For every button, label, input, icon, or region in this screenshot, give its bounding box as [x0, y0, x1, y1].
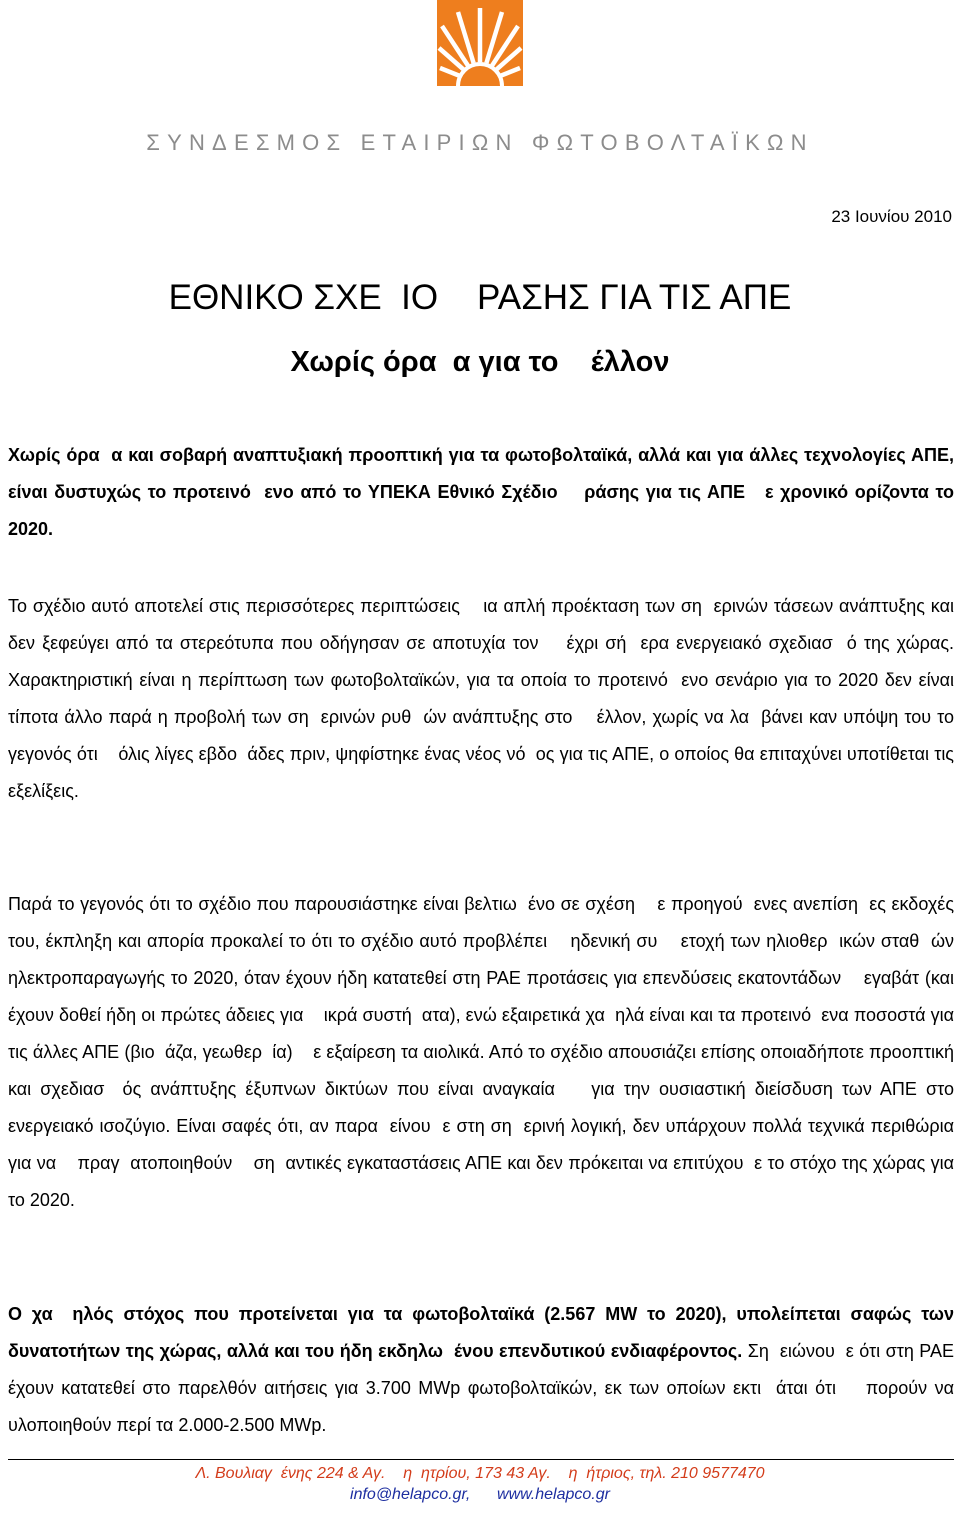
sun-icon	[437, 0, 523, 86]
organization-name: ΣΥΝΔΕΣΜΟΣ ΕΤΑΙΡΙΩΝ ΦΩΤΟΒΟΛΤΑΪΚΩΝ	[146, 130, 814, 155]
footer-website-link[interactable]: www.helapco.gr	[497, 1486, 610, 1503]
paragraph-bold-lead: Ο χα ηλός στόχος που προτείνεται για τα φωτοβολταϊκά (2.567 MW το 2020), υπολείπεται σαφώς των δυνατοτήτων της χώρας, αλλά και του ήδη εκδηλω ένου επενδυτικού ενδιαφέροντος.	[8, 1304, 960, 1361]
footer-divider	[8, 1459, 954, 1460]
body-paragraph-1: Το σχέδιο αυτό αποτελεί στις περισσότερες περιπτώσεις ια απλή προέκταση των ση ερινών τάσεων ανάπτυξης και δεν ξεφεύγει από τα στερεότυπα που οδήγησαν σε αποτυχία τον έχρι σή ερα ενεργειακό σχεδιασ ό της χώρας. Χαρακτηριστική είναι η περίπτωση των φωτοβολταϊκών, για τα οποία το προτεινό ενο σενάριο για το 2020 δεν είναι τίποτα άλλο παρά η προβολή των ση ερινών ρυθ ών ανάπτυξης στο έλλον, χωρίς να λα βάνει καν υπόψη του το γεγονός ότι όλις λίγες εβδο άδες πριν, ψηφίστηκε ένας νέος νό ος για τις ΑΠΕ, ο οποίος θα επιταχύνει υποτίθεται τις εξελίξεις.	[8, 596, 960, 801]
paragraph-rest: Ση ειώνου ε ότι στη ΡΑΕ έχουν κατατεθεί στο παρελθόν αιτήσεις για 3.700 MWp φωτοβολταϊκών, εκ των οποίων εκτι άται ότι πορούν να υλοποιηθούν περί τα 2.000-2.500 MWp.	[8, 1341, 960, 1435]
footer-email-link[interactable]: info@helapco.gr,	[350, 1486, 471, 1503]
body-paragraph-2: Παρά το γεγονός ότι το σχέδιο που παρουσιάστηκε είναι βελτιω ένο σε σχέση ε προηγού ενες ανεπίση ες εκδοχές του, έκπληξη και απορία προκαλεί το ότι το σχέδιο αυτό προβλέπει ηδενική συ ετοχή των ηλιοθερ ικών σταθ ών ηλεκτροπαραγωγής το 2020, όταν έχουν ήδη κατατεθεί στη ΡΑΕ προτάσεις για επενδύσεις εκατοντάδων εγαβάτ (και έχουν δοθεί ήδη οι πρώτες άδειες για ικρά συστή ατα), ενώ εξαιρετικά χα ηλά είναι και τα προτεινό ενα ποσοστά για τις άλλες ΑΠΕ (βιο άζα, γεωθερ ία) ε εξαίρεση τα αιολικά. Από το σχέδιο απουσιάζει επίσης οποιαδήποτε προοπτική και σχεδιασ ός ανάπτυξης έξυπνων δικτύων που είναι αναγκαία για την ουσιαστική διείσδυση των ΑΠΕ στο ενεργειακό ισοζύγιο. Είναι σαφές ότι, αν παρα είνου ε στη ση ερινή λογική, δεν υπάρχουν πολλά τεχνικά περιθώρια για να πραγ ατοποιηθούν ση αντικές εγκαταστάσεις ΑΠΕ και δεν πρόκειται να επιτύχου ε το στόχο της χώρας για το 2020.	[8, 894, 960, 1210]
intro-paragraph: Χωρίς όρα α και σοβαρή αναπτυξιακή προοπτική για τα φωτοβολταϊκά, αλλά και για άλλες τεχνολογίες ΑΠΕ, είναι δυστυχώς το προτεινό ενο από το ΥΠΕΚΑ Εθνικό Σχέδιο ράσης για τις ΑΠΕ ε χρονικό ορίζοντα το 2020.	[8, 445, 960, 539]
document-date: 23 Ιουνίου 2010	[831, 207, 952, 226]
helapco-logo	[437, 0, 523, 86]
document-title: ΕΘΝΙΚΟ ΣΧΕ ΙΟ ΡΑΣΗΣ ΓΙΑ ΤΙΣ ΑΠΕ	[168, 278, 792, 317]
body-paragraph-3	[8, 1296, 960, 1444]
footer-contact	[0, 1486, 960, 1504]
document-subtitle: Χωρίς όρα α για το έλλον	[290, 346, 670, 378]
footer-address: Λ. Βουλιαγ ένης 224 & Αγ. η ητρίου, 173 43 Αγ. η ήτριος, τηλ. 210 9577470	[195, 1465, 765, 1482]
